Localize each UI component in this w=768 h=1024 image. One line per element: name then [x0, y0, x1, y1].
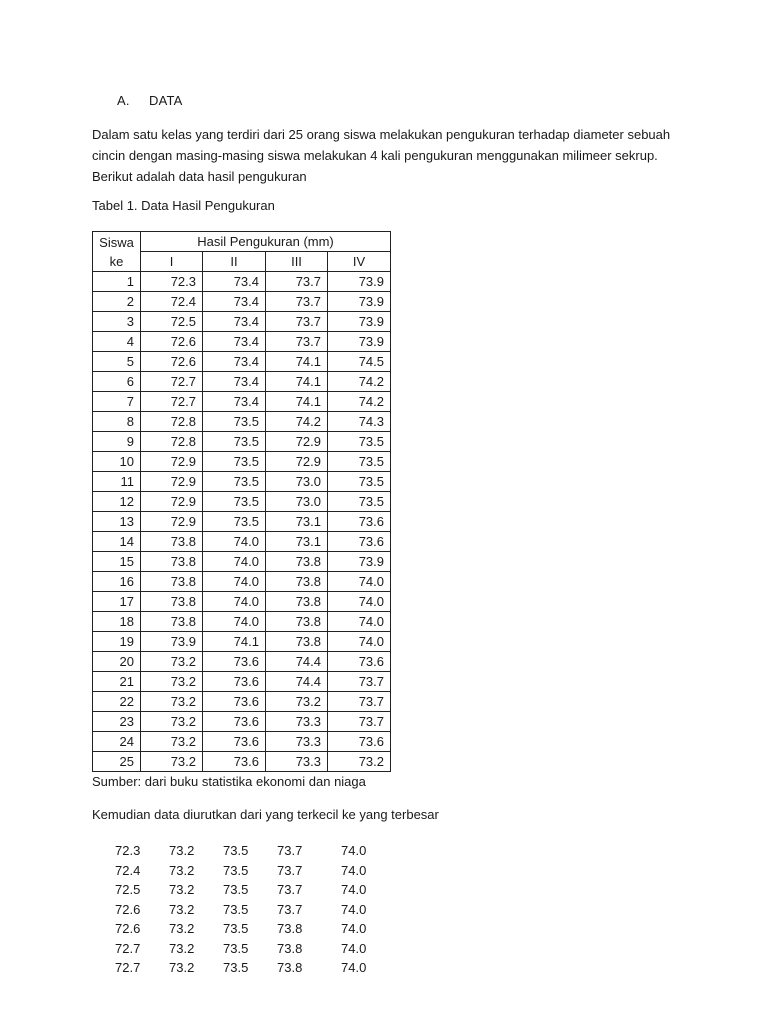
cell-measurement: 73.2: [328, 752, 391, 772]
table-row: [93, 392, 391, 412]
cell-measurement: 73.8: [141, 572, 203, 592]
cell-measurement: 73.2: [141, 652, 203, 672]
table-row: [93, 532, 391, 552]
cell-measurement: 73.5: [328, 472, 391, 492]
table-row: [93, 552, 391, 572]
sorted-value: 73.8: [277, 940, 303, 956]
header-siswa-line1: Siswa: [99, 234, 134, 250]
sorted-value: 73.2: [169, 882, 195, 897]
cell-measurement: 73.9: [328, 292, 391, 312]
cell-measurement: 74.4: [266, 672, 328, 692]
table-row: [93, 492, 391, 512]
cell-measurement: 73.4: [203, 292, 266, 312]
sorted-value: 73.2: [169, 921, 195, 936]
cell-measurement: 73.1: [266, 532, 328, 552]
table-row: [93, 732, 391, 752]
sorted-value: 74.0: [341, 940, 367, 956]
cell-siswa: 9: [93, 432, 141, 452]
table-source: Sumber: dari buku statistika ekonomi dan niaga: [92, 774, 366, 789]
cell-measurement: 73.0: [266, 472, 328, 492]
cell-siswa: 1: [93, 272, 141, 292]
cell-measurement: 73.2: [141, 752, 203, 772]
cell-measurement: 73.4: [203, 312, 266, 332]
sorted-value: 72.6: [115, 901, 141, 917]
cell-siswa: 4: [93, 332, 141, 352]
cell-measurement: 72.7: [141, 392, 203, 412]
table-row: [93, 692, 391, 712]
table-row: [93, 412, 391, 432]
table-row: [93, 712, 391, 732]
cell-siswa: 16: [93, 572, 141, 592]
sorted-value: 72.4: [115, 862, 141, 878]
sorted-value: 73.8: [277, 921, 303, 936]
sorted-value: 72.6: [115, 921, 141, 936]
sorted-value: 73.8: [277, 960, 303, 975]
cell-siswa: 14: [93, 532, 141, 552]
header-siswa: [93, 232, 141, 272]
sorted-value: 73.2: [169, 940, 195, 956]
cell-measurement: 72.5: [141, 312, 203, 332]
table-row: [93, 352, 391, 372]
cell-measurement: 73.7: [266, 312, 328, 332]
cell-siswa: 6: [93, 372, 141, 392]
sorted-value: 74.0: [341, 901, 367, 917]
table-caption: Tabel 1. Data Hasil Pengukuran: [92, 198, 275, 213]
cell-siswa: 18: [93, 612, 141, 632]
cell-measurement: 73.5: [328, 432, 391, 452]
cell-siswa: 22: [93, 692, 141, 712]
cell-measurement: 73.2: [141, 672, 203, 692]
cell-measurement: 72.9: [141, 472, 203, 492]
sorted-value: 73.7: [277, 882, 303, 897]
cell-measurement: 74.0: [203, 552, 266, 572]
sorted-value: 73.2: [169, 862, 195, 878]
cell-measurement: 72.9: [266, 432, 328, 452]
cell-siswa: 13: [93, 512, 141, 532]
cell-measurement: 73.9: [328, 332, 391, 352]
cell-measurement: 73.8: [266, 612, 328, 632]
section-title: DATA: [149, 93, 183, 108]
cell-measurement: 73.6: [328, 732, 391, 752]
table-row: [93, 632, 391, 652]
cell-measurement: 73.5: [203, 452, 266, 472]
sorted-value: 73.2: [169, 960, 195, 975]
cell-measurement: 73.9: [141, 632, 203, 652]
cell-measurement: 72.8: [141, 412, 203, 432]
cell-measurement: 72.6: [141, 352, 203, 372]
cell-measurement: 73.2: [141, 712, 203, 732]
cell-siswa: 8: [93, 412, 141, 432]
cell-measurement: 73.8: [141, 612, 203, 632]
cell-measurement: 74.5: [328, 352, 391, 372]
cell-siswa: 11: [93, 472, 141, 492]
sorted-value: 72.7: [115, 960, 141, 975]
sorted-data-list: [115, 841, 395, 978]
cell-measurement: 73.3: [266, 752, 328, 772]
cell-measurement: 73.7: [266, 272, 328, 292]
section-number: A.: [117, 93, 130, 108]
cell-measurement: 73.2: [141, 732, 203, 752]
cell-siswa: 5: [93, 352, 141, 372]
cell-measurement: 72.9: [141, 512, 203, 532]
sorted-row: [115, 958, 395, 978]
cell-siswa: 3: [93, 312, 141, 332]
cell-siswa: 7: [93, 392, 141, 412]
cell-measurement: 74.0: [328, 572, 391, 592]
cell-measurement: 73.8: [266, 552, 328, 572]
cell-measurement: 73.4: [203, 372, 266, 392]
sorted-value: 72.3: [115, 843, 141, 858]
sorted-row: [115, 939, 395, 959]
cell-measurement: 73.6: [203, 732, 266, 752]
cell-siswa: 2: [93, 292, 141, 312]
cell-measurement: 74.0: [328, 592, 391, 612]
sorted-title: Kemudian data diurutkan dari yang terkecil ke yang terbesar: [92, 807, 439, 822]
table-row: [93, 472, 391, 492]
cell-measurement: 73.8: [141, 532, 203, 552]
cell-measurement: 74.2: [266, 412, 328, 432]
cell-measurement: 74.2: [328, 392, 391, 412]
cell-measurement: 73.7: [266, 332, 328, 352]
cell-measurement: 72.9: [141, 452, 203, 472]
cell-measurement: 72.7: [141, 372, 203, 392]
cell-measurement: 73.2: [141, 692, 203, 712]
cell-siswa: 21: [93, 672, 141, 692]
intro-paragraph: Dalam satu kelas yang terdiri dari 25 orang siswa melakukan pengukuran terhadap diameter sebuah cincin dengan masing-masing siswa melakukan 4 kali pengukuran menggunakan milimeer sekrup. Berikut adalah data hasil pengukuran: [92, 127, 671, 184]
cell-measurement: 74.0: [203, 612, 266, 632]
cell-siswa: 20: [93, 652, 141, 672]
sorted-value: 73.5: [223, 960, 249, 975]
table-row: [93, 292, 391, 312]
table-row: [93, 452, 391, 472]
header-col-4: IV: [328, 252, 391, 272]
cell-measurement: 74.1: [203, 632, 266, 652]
cell-measurement: 72.4: [141, 292, 203, 312]
table-row: [93, 512, 391, 532]
cell-measurement: 73.7: [328, 692, 391, 712]
sorted-value: 72.5: [115, 882, 141, 897]
table-row: [93, 672, 391, 692]
cell-measurement: 73.9: [328, 552, 391, 572]
cell-measurement: 74.4: [266, 652, 328, 672]
cell-measurement: 73.4: [203, 332, 266, 352]
cell-measurement: 73.5: [203, 432, 266, 452]
table-row: [93, 572, 391, 592]
sorted-row: [115, 919, 395, 939]
cell-measurement: 74.1: [266, 372, 328, 392]
cell-measurement: 73.2: [266, 692, 328, 712]
cell-siswa: 25: [93, 752, 141, 772]
cell-measurement: 73.6: [203, 652, 266, 672]
sorted-value: 73.5: [223, 882, 249, 897]
cell-measurement: 73.8: [266, 632, 328, 652]
cell-siswa: 12: [93, 492, 141, 512]
sorted-row: [115, 861, 395, 881]
cell-measurement: 72.9: [266, 452, 328, 472]
table-row: [93, 372, 391, 392]
sorted-value: 73.7: [277, 843, 303, 858]
sorted-value: 73.5: [223, 921, 249, 936]
cell-siswa: 10: [93, 452, 141, 472]
cell-siswa: 19: [93, 632, 141, 652]
cell-measurement: 73.6: [328, 512, 391, 532]
cell-measurement: 72.9: [141, 492, 203, 512]
cell-measurement: 74.0: [203, 532, 266, 552]
cell-measurement: 74.0: [328, 632, 391, 652]
header-group: Hasil Pengukuran (mm): [141, 232, 391, 252]
sorted-value: 73.5: [223, 940, 249, 956]
header-col-3: III: [266, 252, 328, 272]
table-row: [93, 652, 391, 672]
cell-measurement: 73.6: [203, 752, 266, 772]
cell-measurement: 73.7: [266, 292, 328, 312]
cell-measurement: 73.5: [328, 492, 391, 512]
sorted-value: 73.5: [223, 862, 249, 878]
table-row: [93, 332, 391, 352]
header-siswa-line2: ke: [109, 253, 124, 269]
cell-measurement: 73.7: [328, 712, 391, 732]
sorted-value: 73.5: [223, 901, 249, 917]
cell-measurement: 73.6: [328, 532, 391, 552]
cell-measurement: 73.7: [328, 672, 391, 692]
cell-measurement: 72.3: [141, 272, 203, 292]
cell-measurement: 73.3: [266, 732, 328, 752]
sorted-value: 72.7: [115, 940, 141, 956]
cell-measurement: 73.5: [203, 472, 266, 492]
cell-measurement: 73.8: [141, 552, 203, 572]
cell-measurement: 74.0: [203, 572, 266, 592]
cell-measurement: 73.4: [203, 392, 266, 412]
sorted-value: 74.0: [341, 843, 367, 858]
table-row: [93, 752, 391, 772]
cell-measurement: 74.1: [266, 352, 328, 372]
cell-measurement: 73.8: [266, 592, 328, 612]
cell-measurement: 74.3: [328, 412, 391, 432]
cell-siswa: 24: [93, 732, 141, 752]
sorted-row: [115, 900, 395, 920]
measurement-table: [92, 231, 391, 772]
table-row: [93, 432, 391, 452]
cell-measurement: 73.5: [328, 452, 391, 472]
cell-measurement: 73.8: [141, 592, 203, 612]
sorted-row: [115, 880, 395, 900]
sorted-value: 74.0: [341, 921, 367, 936]
cell-measurement: 72.8: [141, 432, 203, 452]
cell-measurement: 72.6: [141, 332, 203, 352]
sorted-value: 73.7: [277, 862, 303, 878]
cell-measurement: 73.6: [203, 712, 266, 732]
cell-measurement: 74.0: [328, 612, 391, 632]
cell-siswa: 23: [93, 712, 141, 732]
sorted-value: 73.7: [277, 901, 303, 917]
table-row: [93, 592, 391, 612]
cell-measurement: 73.5: [203, 512, 266, 532]
sorted-value: 74.0: [341, 960, 367, 975]
cell-measurement: 73.1: [266, 512, 328, 532]
section-heading: [117, 93, 183, 108]
header-col-2: II: [203, 252, 266, 272]
table-row: [93, 312, 391, 332]
sorted-row: [115, 841, 395, 861]
cell-measurement: 73.6: [328, 652, 391, 672]
table-row: [93, 612, 391, 632]
sorted-value: 73.5: [223, 843, 249, 858]
sorted-value: 73.2: [169, 843, 195, 858]
cell-siswa: 17: [93, 592, 141, 612]
cell-siswa: 15: [93, 552, 141, 572]
sorted-value: 74.0: [341, 882, 367, 897]
cell-measurement: 73.6: [203, 672, 266, 692]
header-col-1: I: [141, 252, 203, 272]
cell-measurement: 73.9: [328, 312, 391, 332]
cell-measurement: 74.0: [203, 592, 266, 612]
cell-measurement: 74.2: [328, 372, 391, 392]
sorted-value: 73.2: [169, 901, 195, 917]
cell-measurement: 74.1: [266, 392, 328, 412]
cell-measurement: 73.3: [266, 712, 328, 732]
cell-measurement: 73.8: [266, 572, 328, 592]
table-row: [93, 272, 391, 292]
cell-measurement: 73.4: [203, 352, 266, 372]
cell-measurement: 73.5: [203, 492, 266, 512]
sorted-value: 74.0: [341, 862, 367, 878]
cell-measurement: 73.6: [203, 692, 266, 712]
cell-measurement: 73.5: [203, 412, 266, 432]
cell-measurement: 73.4: [203, 272, 266, 292]
cell-measurement: 73.0: [266, 492, 328, 512]
cell-measurement: 73.9: [328, 272, 391, 292]
